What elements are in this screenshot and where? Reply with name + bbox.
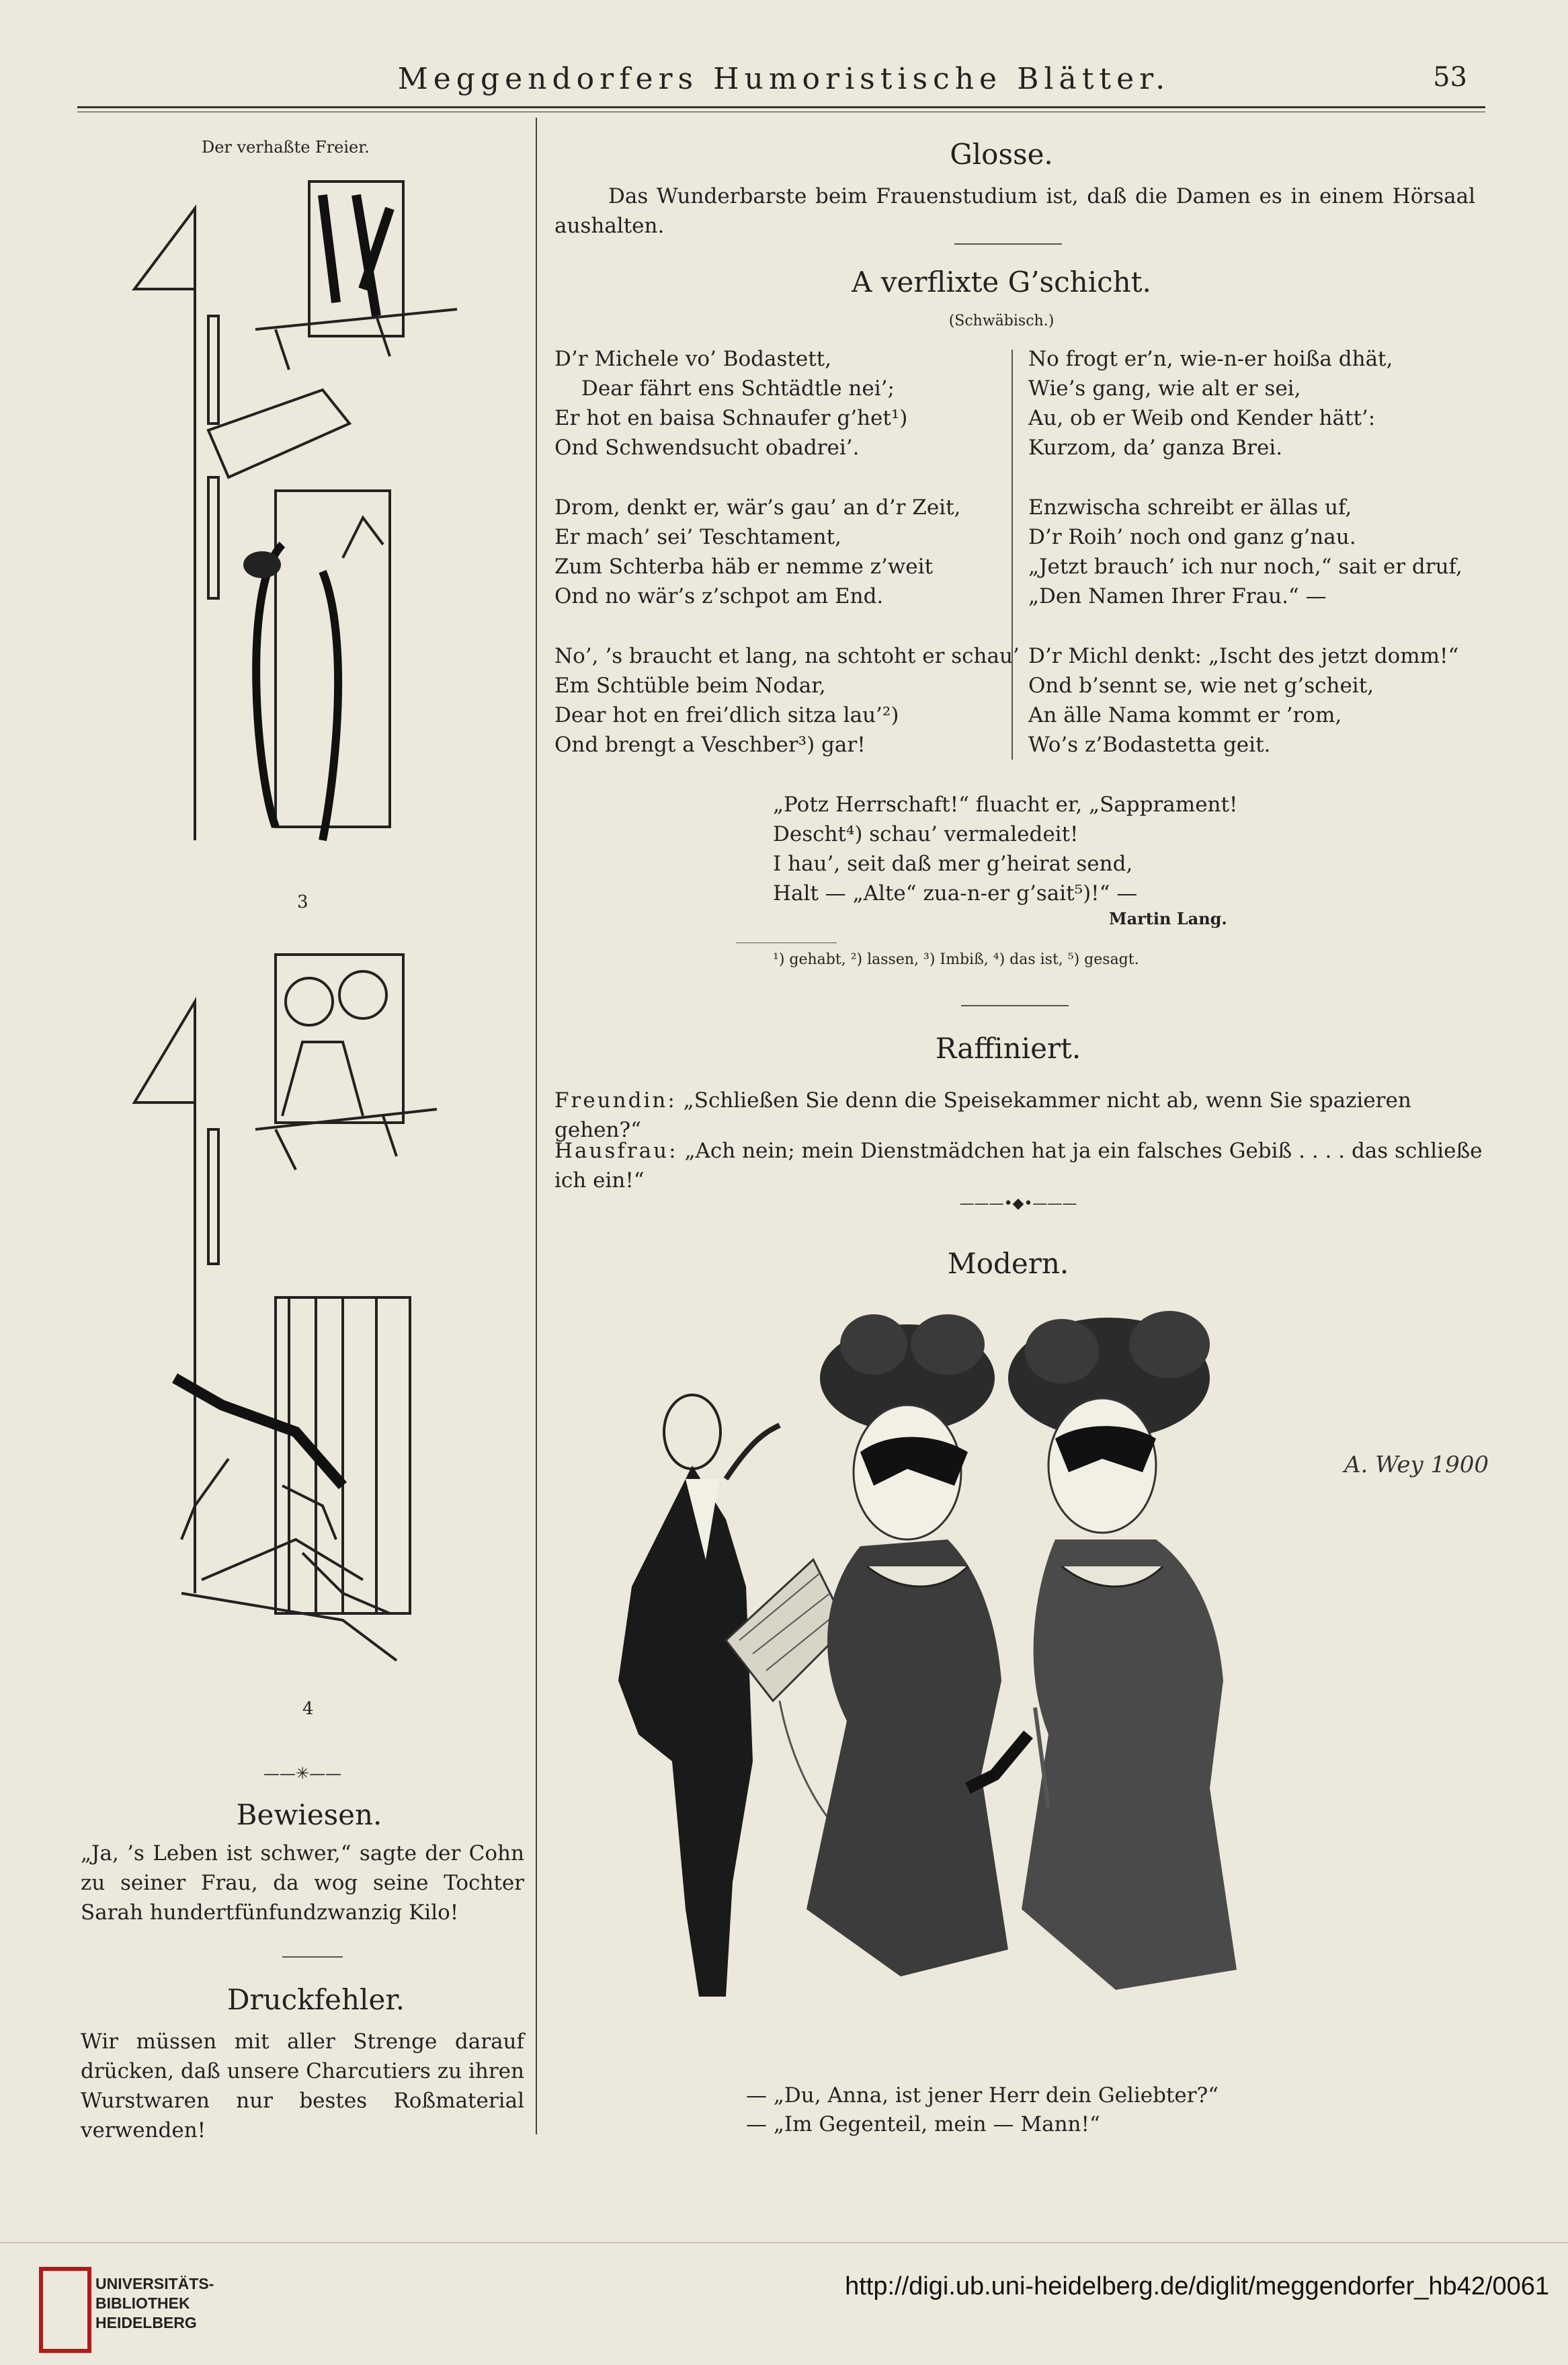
verse: D’r Roih’ noch ond ganz g’nau. [1028,525,1356,549]
ornament-separator: ———•◆•——— [959,1195,1077,1212]
bewiesen-title: Bewiesen. [236,1798,382,1831]
page-number: 53 [1433,62,1467,93]
poem-author: Martin Lang. [1109,909,1227,928]
artist-signature: A. Wey 1900 [1344,1451,1489,1478]
speaker: Freundin: [554,1088,677,1113]
cartoon-panel-3 [121,168,531,912]
cartoon-panel-4 [121,948,531,1734]
verse: Er mach’ sei’ Teschtament, [554,525,841,549]
verse: Wie’s gang, wie alt er sei, [1028,376,1301,401]
header-rule [77,106,1485,108]
verse: „Jetzt brauch’ ich nur noch,“ sait er druf, [1028,555,1462,579]
verse: D’r Michele vo’ Bodastett, [554,347,831,371]
separator [961,1005,1069,1006]
glosse-text: Das Wunderbarste beim Frauenstudium ist, daß die Damen es in einem Hörsaal aushalten. [554,184,1475,238]
stanza [554,641,1020,760]
verse: Ond brengt a Veschber³) gar! [554,733,866,757]
verse: Er hot en baisa Schnaufer g’het¹) [554,406,908,430]
verse: Em Schtüble beim Nodar, [554,674,826,698]
modern-illustration [591,1304,1489,2044]
cartoon-caption: Der verhaßte Freier. [202,138,370,157]
verse: An älle Nama kommt er ’rom, [1028,703,1342,727]
druckfehler-text: Wir müssen mit aller Strenge darauf drücken, daß unsere Charcutiers zu ihren Wurstwaren nur bestes Roßmaterial verwenden! [81,2030,524,2142]
column-divider [536,118,537,2134]
modern-title: Modern. [947,1247,1069,1280]
separator [282,1956,343,1958]
verse: Dear fährt ens Schtädtle nei’; [581,376,895,401]
panel-number-3: 3 [297,892,308,912]
ornament-separator: ——✳—— [263,1764,342,1783]
raffiniert-title: Raffiniert. [935,1032,1081,1065]
dialogue: „Schließen Sie denn die Speisekammer nicht ab, wenn Sie spazieren gehen?“ [554,1088,1411,1142]
verse: Kurzom, da’ ganza Brei. [1028,436,1283,460]
verse: No’, ’s braucht et lang, na schtoht er schau’ [554,644,1020,668]
speaker: Hausfrau: [554,1139,678,1163]
verse: Ond b’sennt se, wie net g’scheit, [1028,674,1374,698]
stanza [1028,344,1485,463]
verse: No frogt er’n, wie-n-er hoißa dhät, [1028,347,1393,371]
stanza [1028,493,1485,611]
verse: Ond Schwendsucht obadrei’. [554,436,860,460]
modern-caption-1: — „Du, Anna, ist jener Herr dein Geliebter?“ [746,2083,1219,2108]
verse: „Potz Herrschaft!“ fluacht er, „Sapprament! [773,793,1238,817]
verse: Zum Schterba häb er nemme z’weit [554,555,934,579]
stanza [554,344,998,463]
separator [954,243,1062,245]
verse: Drom, denkt er, wär’s gau’ an d’r Zeit, [554,495,961,520]
druckfehler-title: Druckfehler. [226,1983,405,2016]
stanza [554,493,998,611]
poem-subtitle: (Schwäbisch.) [948,313,1055,329]
verse: Enzwischa schreibt er ällas uf, [1028,495,1352,520]
verse: Wo’s z’Bodastetta geit. [1028,733,1271,757]
verse: Ond no wär’s z’schpot am End. [554,584,884,608]
library-logo-icon [39,2267,91,2353]
library-name: UNIVERSITÄTS- BIBLIOTHEK HEIDELBERG [95,2275,214,2331]
poem-title: A verflixte G’schicht. [852,266,1151,298]
footer-bar [0,2242,1568,2365]
poem-right-column [1028,344,1485,760]
poem-footnotes: ¹) gehabt, ²) lassen, ³) Imbiß, ⁴) das ist, ⁵) gesagt. [773,951,1139,968]
verse: Halt — „Alte“ zua-n-er g’sait⁵)!“ — [773,881,1138,906]
poem-column-divider [1012,350,1013,760]
running-header: Meggendorfers Humoristische Blätter. [397,62,1171,96]
glosse-title: Glosse. [950,138,1053,171]
verse: I hau’, seit daß mer g’heirat send, [773,852,1133,876]
source-url-link[interactable]: http://digi.ub.uni-heidelberg.de/diglit/meggendorfer_hb42/0061 [845,2272,1549,2300]
bewiesen-text: „Ja, ’s Leben ist schwer,“ sagte der Cohn zu seiner Frau, da wog seine Tochter Sarah hundertfünfundzwanzig Kilo! [81,1841,524,1925]
verse: „Den Namen Ihrer Frau.“ — [1028,584,1327,608]
dialogue: „Ach nein; mein Dienstmädchen hat ja ein falsches Gebiß . . . . das schließe ich ein!“ [554,1139,1483,1193]
poem-left-column [554,344,1020,760]
raffiniert-line-2 [554,1136,1485,1195]
panel-number-4: 4 [302,1699,314,1719]
verse: Dear hot en frei’dlich sitza lau’²) [554,703,899,727]
poem-final-stanza [773,790,1311,908]
stanza [1028,641,1485,760]
verse: D’r Michl denkt: „Ischt des jetzt domm!“ [1028,644,1459,668]
verse: Descht⁴) schau’ vermaledeit! [773,822,1079,846]
modern-caption-2: — „Im Gegenteil, mein — Mann!“ [746,2112,1100,2136]
verse: Au, ob er Weib ond Kender hätt’: [1028,406,1376,430]
